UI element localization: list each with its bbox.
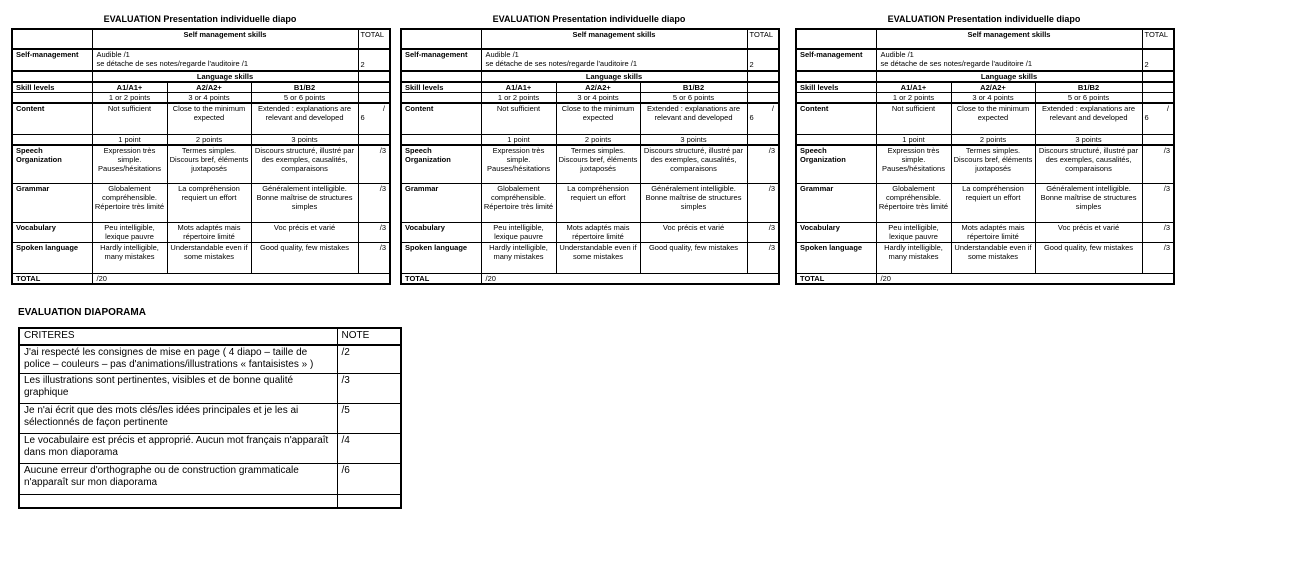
cell-grammar-total: /3 — [1142, 184, 1174, 223]
cell-note-value: /4 — [337, 433, 401, 463]
row-critere-orthographe — [19, 463, 401, 494]
cell-points-1: 1 point — [92, 134, 167, 145]
cell-points-2: 2 points — [167, 134, 251, 145]
cell-speech-a2: Termes simples. Discours bref, éléments juxtaposés — [951, 145, 1035, 184]
eval-table — [795, 28, 1175, 285]
cell-empty-total — [747, 82, 779, 93]
cell-spoken-b1b2: Good quality, few mistakes — [251, 243, 358, 274]
cell-content-a1: Not sufficient — [481, 103, 556, 134]
cell-level-a2: A2/A2+ — [951, 82, 1035, 93]
row-self-management — [12, 49, 390, 71]
row-critere-mots-cles — [19, 403, 401, 433]
cell-self-management-criteria — [876, 49, 1142, 71]
cell-level-a2: A2/A2+ — [556, 82, 640, 93]
cell-critere-text: Je n'ai écrit que des mots clés/les idées principales et je les ai sélectionnés de façon pertinente — [19, 403, 337, 433]
cell-spoken-a1: Hardly intelligible, many mistakes — [92, 243, 167, 274]
cell-vocabulary-total: /3 — [358, 223, 390, 243]
cell-speech-organization-label: Speech Organization — [12, 145, 92, 184]
cell-speech-total: /3 — [358, 145, 390, 184]
cell-grammar-total: /3 — [747, 184, 779, 223]
row-spoken-language — [12, 243, 390, 274]
cell-vocabulary-label: Vocabulary — [796, 223, 876, 243]
row-points-scale-content — [796, 93, 1174, 104]
eval-block — [11, 14, 389, 285]
cell-vocabulary-a1: Peu intelligible, lexique pauvre — [876, 223, 951, 243]
cell-vocabulary-b1b2: Voc précis et varié — [251, 223, 358, 243]
content-total-slash: / — [382, 104, 386, 113]
cell-vocabulary-a2: Mots adaptés mais répertoire limité — [556, 223, 640, 243]
cell-points-2: 2 points — [556, 134, 640, 145]
cell-points-1: 1 point — [876, 134, 951, 145]
cell-grammar-label: Grammar — [12, 184, 92, 223]
cell-level-b1b2: B1/B2 — [251, 82, 358, 93]
row-total — [401, 274, 779, 285]
row-self-management-skills-header — [401, 29, 779, 49]
row-speech-organization — [796, 145, 1174, 184]
cell-vocabulary-b1b2: Voc précis et varié — [640, 223, 747, 243]
cell-note-value: /6 — [337, 463, 401, 494]
cell-self-management-label: Self-management — [796, 49, 876, 71]
cell-points-1or2: 1 or 2 points — [92, 93, 167, 104]
row-points-scale-content — [401, 93, 779, 104]
cell-total-value: /20 — [481, 274, 779, 285]
cell-spoken-a2: Understandable even if some mistakes — [951, 243, 1035, 274]
row-vocabulary — [12, 223, 390, 243]
cell-total-label: TOTAL — [401, 274, 481, 285]
row-total — [12, 274, 390, 285]
row-skill-levels — [12, 82, 390, 93]
cell-empty-total — [358, 93, 390, 104]
eval-table — [400, 28, 780, 285]
cell-total-header: TOTAL — [1142, 29, 1174, 49]
cell-points-1or2: 1 or 2 points — [481, 93, 556, 104]
cell-critere-text: Les illustrations sont pertinentes, visibles et de bonne qualité graphique — [19, 373, 337, 403]
row-spoken-language — [401, 243, 779, 274]
cell-spoken-a1: Hardly intelligible, many mistakes — [876, 243, 951, 274]
cell-grammar-label: Grammar — [401, 184, 481, 223]
cell-content-label: Content — [401, 103, 481, 134]
row-skill-levels — [401, 82, 779, 93]
cell-language-skills-header: Language skills — [92, 71, 358, 82]
cell-vocabulary-total: /3 — [747, 223, 779, 243]
cell-content-total — [358, 103, 390, 134]
cell-empty-total — [747, 134, 779, 145]
cell-spoken-language-label: Spoken language — [796, 243, 876, 274]
cell-skill-levels-label: Skill levels — [796, 82, 876, 93]
cell-empty-total — [747, 93, 779, 104]
cell-spoken-language-label: Spoken language — [401, 243, 481, 274]
row-content — [12, 103, 390, 134]
cell-spoken-a2: Understandable even if some mistakes — [167, 243, 251, 274]
row-critere-mise-en-page — [19, 345, 401, 374]
cell-points-3or4: 3 or 4 points — [556, 93, 640, 104]
cell-empty-label — [796, 29, 876, 49]
diaporama-section — [18, 307, 400, 509]
cell-self-management-skills-header: Self management skills — [876, 29, 1142, 49]
row-grammar — [796, 184, 1174, 223]
cell-self-management-criteria — [481, 49, 747, 71]
cell-self-management-label: Self-management — [401, 49, 481, 71]
cell-spoken-language-label: Spoken language — [12, 243, 92, 274]
cell-empty-label — [401, 29, 481, 49]
cell-total-value: /20 — [92, 274, 390, 285]
row-total — [796, 274, 1174, 285]
cell-empty-label — [401, 134, 481, 145]
row-grammar — [12, 184, 390, 223]
row-self-management-skills-header — [12, 29, 390, 49]
cell-speech-b1b2: Discours structuré, illustré par des exemples, causalités, comparaisons — [1035, 145, 1142, 184]
content-total-slash: / — [771, 104, 775, 113]
cell-empty-label — [12, 71, 92, 82]
cell-total-header: TOTAL — [358, 29, 390, 49]
eval-block — [795, 14, 1173, 285]
content-total-max: 6 — [360, 113, 365, 122]
cell-grammar-b1b2: Généralement intelligible. Bonne maîtrise de structures simples — [640, 184, 747, 223]
cell-points-3or4: 3 or 4 points — [951, 93, 1035, 104]
cell-points-1: 1 point — [481, 134, 556, 145]
cell-content-label: Content — [796, 103, 876, 134]
cell-empty-total — [1142, 82, 1174, 93]
cell-points-5or6: 5 or 6 points — [251, 93, 358, 104]
content-total-max: 6 — [1144, 113, 1149, 122]
row-spoken-language — [796, 243, 1174, 274]
cell-grammar-label: Grammar — [796, 184, 876, 223]
cell-grammar-a2: La compréhension requiert un effort — [556, 184, 640, 223]
content-total-slash: / — [1166, 104, 1170, 113]
row-vocabulary — [796, 223, 1174, 243]
criteria-line-audible: Audible /1 — [485, 50, 519, 59]
cell-total-label: TOTAL — [12, 274, 92, 285]
cell-points-3or4: 3 or 4 points — [167, 93, 251, 104]
cell-total-value: /20 — [876, 274, 1174, 285]
eval-table-title: EVALUATION Presentation individuelle diapo — [887, 14, 1081, 24]
content-total-max: 6 — [749, 113, 754, 122]
cell-spoken-b1b2: Good quality, few mistakes — [1035, 243, 1142, 274]
cell-content-total — [1142, 103, 1174, 134]
cell-self-management-skills-header: Self management skills — [481, 29, 747, 49]
row-points-scale-language — [401, 134, 779, 145]
cell-spoken-a1: Hardly intelligible, many mistakes — [481, 243, 556, 274]
cell-empty-label — [796, 134, 876, 145]
cell-empty-total — [1142, 134, 1174, 145]
cell-spoken-total: /3 — [747, 243, 779, 274]
eval-table-title: EVALUATION Presentation individuelle diapo — [103, 14, 297, 24]
cell-content-b1b2: Extended : explanations are relevant and developed — [251, 103, 358, 134]
cell-level-a1: A1/A1+ — [92, 82, 167, 93]
row-grammar — [401, 184, 779, 223]
cell-speech-organization-label: Speech Organization — [401, 145, 481, 184]
row-critere-vocabulaire — [19, 433, 401, 463]
cell-points-1or2: 1 or 2 points — [876, 93, 951, 104]
cell-grammar-a2: La compréhension requiert un effort — [951, 184, 1035, 223]
cell-speech-a1: Expression très simple. Pauses/hésitations — [876, 145, 951, 184]
cell-content-total — [747, 103, 779, 134]
row-self-management — [796, 49, 1174, 71]
cell-level-a2: A2/A2+ — [167, 82, 251, 93]
cell-content-a2: Close to the minimum expected — [556, 103, 640, 134]
cell-note-value: /5 — [337, 403, 401, 433]
cell-self-management-total: 2 — [358, 49, 390, 71]
diaporama-title: EVALUATION DIAPORAMA — [18, 307, 146, 318]
cell-spoken-total: /3 — [1142, 243, 1174, 274]
cell-critere-text: Le vocabulaire est précis et approprié. Aucun mot français n'apparaît dans mon diaporama — [19, 433, 337, 463]
row-language-skills-header — [796, 71, 1174, 82]
cell-note-value — [337, 494, 401, 508]
cell-grammar-a1: Globalement compréhensible. Répertoire très limité — [481, 184, 556, 223]
cell-empty-total — [358, 82, 390, 93]
cell-note-value: /2 — [337, 345, 401, 374]
cell-points-2: 2 points — [951, 134, 1035, 145]
cell-points-3: 3 points — [1035, 134, 1142, 145]
cell-critere-text: J'ai respecté les consignes de mise en page ( 4 diapo – taille de police – couleurs – pas d'animations/illustrations « fantaisistes » ) — [19, 345, 337, 374]
eval-table — [11, 28, 391, 285]
cell-content-b1b2: Extended : explanations are relevant and developed — [640, 103, 747, 134]
cell-vocabulary-a2: Mots adaptés mais répertoire limité — [167, 223, 251, 243]
cell-critere-text: Aucune erreur d'orthographe ou de construction grammaticale n'apparaît sur mon diaporama — [19, 463, 337, 494]
row-content — [796, 103, 1174, 134]
diaporama-table — [18, 327, 402, 509]
row-language-skills-header — [12, 71, 390, 82]
cell-empty-total — [1142, 93, 1174, 104]
criteria-line-audible: Audible /1 — [96, 50, 130, 59]
cell-speech-organization-label: Speech Organization — [796, 145, 876, 184]
cell-points-3: 3 points — [251, 134, 358, 145]
criteria-line-notes: se détache de ses notes/regarde l'auditoire /1 — [880, 59, 1033, 68]
cell-grammar-a1: Globalement compréhensible. Répertoire très limité — [876, 184, 951, 223]
cell-empty-label — [796, 93, 876, 104]
row-points-scale-content — [12, 93, 390, 104]
row-vocabulary — [401, 223, 779, 243]
cell-skill-levels-label: Skill levels — [12, 82, 92, 93]
cell-vocabulary-total: /3 — [1142, 223, 1174, 243]
cell-critere-text — [19, 494, 337, 508]
row-critere-empty — [19, 494, 401, 508]
cell-grammar-b1b2: Généralement intelligible. Bonne maîtrise de structures simples — [1035, 184, 1142, 223]
cell-empty-label — [796, 71, 876, 82]
cell-total-label: TOTAL — [796, 274, 876, 285]
cell-speech-a2: Termes simples. Discours bref, éléments juxtaposés — [556, 145, 640, 184]
cell-grammar-a1: Globalement compréhensible. Répertoire très limité — [92, 184, 167, 223]
cell-speech-total: /3 — [747, 145, 779, 184]
criteria-line-notes: se détache de ses notes/regarde l'auditoire /1 — [96, 59, 249, 68]
cell-speech-a1: Expression très simple. Pauses/hésitations — [92, 145, 167, 184]
cell-vocabulary-b1b2: Voc précis et varié — [1035, 223, 1142, 243]
cell-content-b1b2: Extended : explanations are relevant and developed — [1035, 103, 1142, 134]
cell-self-management-total: 2 — [1142, 49, 1174, 71]
cell-language-skills-header: Language skills — [481, 71, 747, 82]
cell-self-management-criteria — [92, 49, 358, 71]
row-diaporama-header — [19, 328, 401, 345]
row-self-management — [401, 49, 779, 71]
cell-vocabulary-label: Vocabulary — [12, 223, 92, 243]
cell-empty-label — [12, 93, 92, 104]
criteria-line-notes: se détache de ses notes/regarde l'auditoire /1 — [485, 59, 638, 68]
eval-block — [400, 14, 778, 285]
cell-level-a1: A1/A1+ — [876, 82, 951, 93]
cell-content-a2: Close to the minimum expected — [167, 103, 251, 134]
cell-spoken-a2: Understandable even if some mistakes — [556, 243, 640, 274]
cell-language-skills-header: Language skills — [876, 71, 1142, 82]
cell-speech-a1: Expression très simple. Pauses/hésitations — [481, 145, 556, 184]
cell-content-a1: Not sufficient — [876, 103, 951, 134]
cell-level-b1b2: B1/B2 — [1035, 82, 1142, 93]
cell-empty-label — [401, 71, 481, 82]
cell-vocabulary-a2: Mots adaptés mais répertoire limité — [951, 223, 1035, 243]
cell-level-b1b2: B1/B2 — [640, 82, 747, 93]
cell-points-5or6: 5 or 6 points — [640, 93, 747, 104]
cell-empty-label — [401, 93, 481, 104]
cell-grammar-a2: La compréhension requiert un effort — [167, 184, 251, 223]
cell-note-header: NOTE — [337, 328, 401, 345]
row-content — [401, 103, 779, 134]
cell-speech-total: /3 — [1142, 145, 1174, 184]
criteria-line-audible: Audible /1 — [880, 50, 914, 59]
cell-empty-total — [747, 71, 779, 82]
row-critere-illustrations — [19, 373, 401, 403]
cell-spoken-total: /3 — [358, 243, 390, 274]
cell-skill-levels-label: Skill levels — [401, 82, 481, 93]
row-skill-levels — [796, 82, 1174, 93]
cell-speech-b1b2: Discours structuré, illustré par des exemples, causalités, comparaisons — [640, 145, 747, 184]
cell-empty-total — [358, 134, 390, 145]
cell-content-a2: Close to the minimum expected — [951, 103, 1035, 134]
row-points-scale-language — [12, 134, 390, 145]
row-language-skills-header — [401, 71, 779, 82]
row-points-scale-language — [796, 134, 1174, 145]
row-self-management-skills-header — [796, 29, 1174, 49]
cell-spoken-b1b2: Good quality, few mistakes — [640, 243, 747, 274]
cell-empty-total — [358, 71, 390, 82]
cell-points-5or6: 5 or 6 points — [1035, 93, 1142, 104]
cell-grammar-b1b2: Généralement intelligible. Bonne maîtrise de structures simples — [251, 184, 358, 223]
cell-speech-b1b2: Discours structuré, illustré par des exemples, causalités, comparaisons — [251, 145, 358, 184]
cell-content-label: Content — [12, 103, 92, 134]
row-speech-organization — [401, 145, 779, 184]
eval-table-title: EVALUATION Presentation individuelle diapo — [492, 14, 686, 24]
cell-vocabulary-label: Vocabulary — [401, 223, 481, 243]
cell-level-a1: A1/A1+ — [481, 82, 556, 93]
cell-speech-a2: Termes simples. Discours bref, éléments juxtaposés — [167, 145, 251, 184]
cell-content-a1: Not sufficient — [92, 103, 167, 134]
cell-vocabulary-a1: Peu intelligible, lexique pauvre — [92, 223, 167, 243]
cell-self-management-label: Self-management — [12, 49, 92, 71]
cell-self-management-total: 2 — [747, 49, 779, 71]
cell-empty-total — [1142, 71, 1174, 82]
row-speech-organization — [12, 145, 390, 184]
cell-points-3: 3 points — [640, 134, 747, 145]
cell-empty-label — [12, 134, 92, 145]
cell-criteres-header: CRITERES — [19, 328, 337, 345]
cell-vocabulary-a1: Peu intelligible, lexique pauvre — [481, 223, 556, 243]
cell-note-value: /3 — [337, 373, 401, 403]
cell-total-header: TOTAL — [747, 29, 779, 49]
cell-self-management-skills-header: Self management skills — [92, 29, 358, 49]
cell-empty-label — [12, 29, 92, 49]
cell-grammar-total: /3 — [358, 184, 390, 223]
